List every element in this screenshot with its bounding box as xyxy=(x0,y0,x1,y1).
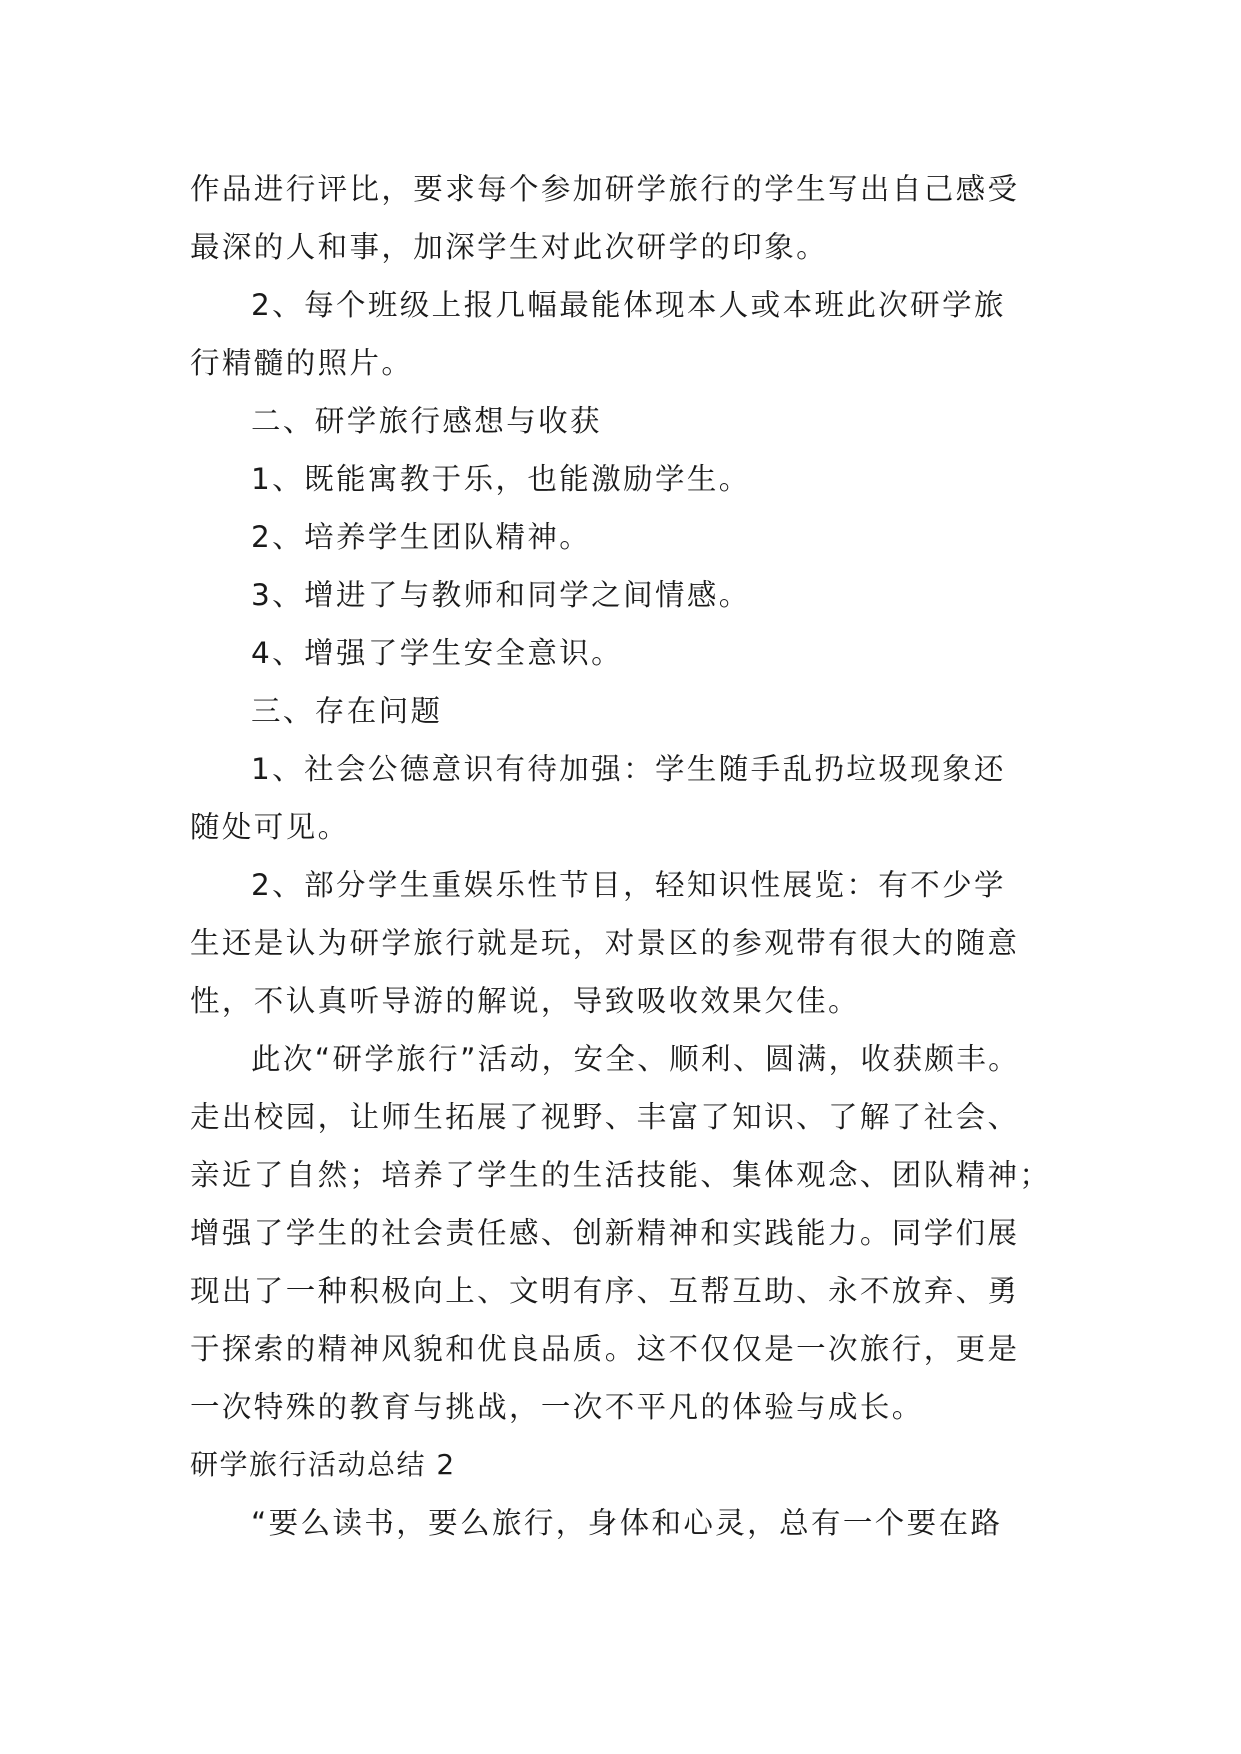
list-item: 3、增进了与教师和同学之间情感。 xyxy=(251,578,751,612)
list-item: 1、既能寓教于乐，也能激励学生。 xyxy=(251,462,751,496)
document-body xyxy=(190,160,1050,1552)
list-item: 1、社会公德意识有待加强：学生随手乱扔垃圾现象还 xyxy=(251,752,1006,786)
paragraph-line: 走出校园，让师生拓展了视野、丰富了知识、了解了社会、 xyxy=(190,1100,1020,1134)
document-subtitle: 研学旅行活动总结 2 xyxy=(190,1448,456,1481)
paragraph-line: 增强了学生的社会责任感、创新精神和实践能力。同学们展 xyxy=(190,1216,1020,1250)
list-item: 2、部分学生重娱乐性节目，轻知识性展览：有不少学 xyxy=(251,868,1006,902)
paragraph-line: 一次特殊的教育与挑战，一次不平凡的体验与成长。 xyxy=(190,1390,924,1424)
paragraph-line: 于探索的精神风貌和优良品质。这不仅仅是一次旅行，更是 xyxy=(190,1332,1020,1366)
list-item: 4、增强了学生安全意识。 xyxy=(251,636,624,670)
paragraph-line: 最深的人和事，加深学生对此次研学的印象。 xyxy=(190,230,829,264)
list-item: 2、培养学生团队精神。 xyxy=(251,520,592,554)
paragraph-line: 随处可见。 xyxy=(190,810,350,844)
paragraph-line: “要么读书，要么旅行，身体和心灵，总有一个要在路 xyxy=(251,1506,1003,1540)
paragraph-line: 作品进行评比，要求每个参加研学旅行的学生写出自己感受 xyxy=(190,172,1020,206)
paragraph-line: 此次“研学旅行”活动，安全、顺利、圆满，收获颇丰。 xyxy=(251,1042,1021,1076)
paragraph-line: 亲近了自然；培养了学生的生活技能、集体观念、团队精神； xyxy=(190,1158,1052,1192)
paragraph-line: 行精髓的照片。 xyxy=(190,346,414,380)
section-heading: 二、研学旅行感想与收获 xyxy=(251,404,602,438)
paragraph-line: 生还是认为研学旅行就是玩，对景区的参观带有很大的随意 xyxy=(190,926,1020,960)
section-heading: 三、存在问题 xyxy=(251,694,443,728)
list-item: 2、每个班级上报几幅最能体现本人或本班此次研学旅 xyxy=(251,288,1006,322)
paragraph-line: 性，不认真听导游的解说，导致吸收效果欠佳。 xyxy=(190,984,860,1018)
paragraph-line: 现出了一种积极向上、文明有序、互帮互助、永不放弃、勇 xyxy=(190,1274,1020,1308)
